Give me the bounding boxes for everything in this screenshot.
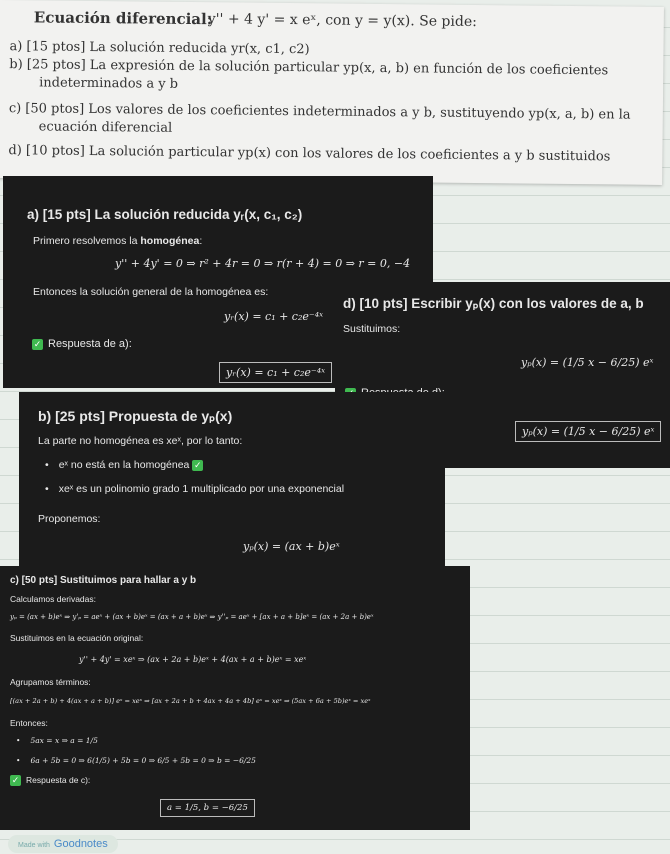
panel-b-heading: b) [25 pts] Propuesta de yₚ(x): [38, 408, 233, 424]
panel-c-bullet-2: • 6a + 5b = 0 ⇒ 6(1/5) + 5b = 0 ⇒ 6/5 + 5b = 0 ⇒ b = −6/25: [16, 756, 256, 765]
panel-c-group-eq: [(ax + 2a + b) + 4(ax + a + b)] eˣ = xeˣ ⇒ [ax + 2a + b + 4ax + 4a + 4b] eˣ = xeˣ ⇒ (5ax + 6a + 5b)eˣ = xeˣ: [10, 697, 371, 705]
brand-label: Goodnotes: [53, 838, 108, 850]
panel-d-answer-box: yₚ(x) = (1/5 x − 6/25) eˣ: [515, 421, 661, 442]
problem-title: Ecuación diferencial:: [33, 8, 213, 29]
panel-a-intro: Primero resolvemos la homogénea:: [33, 235, 203, 247]
panel-c-answer-box: a = 1/5, b = −6/25: [160, 799, 255, 817]
problem-item-d: d) [10 ptos] La solución particular yp(x) con los valores de los coeficientes a y b sustituidos: [8, 143, 611, 165]
panel-a-answer-box: yᵣ(x) = c₁ + c₂e⁻⁴ˣ: [219, 362, 332, 383]
check-icon: ✓: [33, 338, 42, 349]
panel-c-bullet-1: • 5ax = x ⇒ a = 1/5: [16, 736, 98, 745]
panel-b-propose: Proponemos:: [38, 513, 101, 525]
panel-c-deriv-label: Calculamos derivadas:: [10, 594, 96, 604]
problem-sheet: [0, 0, 664, 185]
panel-c-then-label: Entonces:: [10, 718, 48, 728]
characteristic-equation: y'' + 4y' = 0 ⇒ r² + 4r = 0 ⇒ r(r + 4) = 0 ⇒ r = 0, −4: [115, 257, 411, 270]
general-solution-text: Entonces la solución general de la homogénea es:: [33, 286, 269, 298]
answer-panel-c: [0, 566, 470, 830]
problem-item-c: c) [50 ptos] Los valores de los coeficientes indeterminados a y b, sustituyendo yp(x, a, b) en la: [8, 101, 631, 123]
general-solution-eq: yᵣ(x) = c₁ + c₂e⁻⁴ˣ: [224, 310, 324, 323]
panel-c-deriv-eq: yₚ = (ax + b)eˣ ⇒ y'ₚ = aeˣ + (ax + b)eˣ = (ax + a + b)eˣ ⇒ y''ₚ = aeˣ + [ax + a + b]eˣ = (ax + 2a + b)eˣ: [10, 613, 374, 621]
goodnotes-badge: [8, 835, 118, 853]
problem-item-b: b) [25 ptos] La expresión de la solución particular yp(x, a, b) en función de los coeficientes: [9, 57, 609, 79]
panel-a-answer-label: ✓ Respuesta de a):: [33, 338, 132, 350]
panel-c-subst-label: Sustituimos en la ecuación original:: [10, 633, 144, 643]
problem-item-c-cont: ecuación diferencial: [38, 119, 173, 136]
panel-d-eq: yₚ(x) = (1/5 x − 6/25) eˣ: [521, 356, 654, 369]
panel-b-bullet-1: • eˣ no está en la homogénea ✓: [45, 459, 208, 471]
answer-panel-b: [19, 392, 445, 572]
problem-item-a: a) [15 ptos] La solución reducida yr(x, c1, c2): [9, 39, 310, 58]
panel-c-answer-label: ✓ Respuesta de c):: [11, 775, 91, 786]
made-with-label: Made with: [18, 842, 50, 849]
panel-b-bullet-2: • xeˣ es un polinomio grado 1 multiplicado por una exponencial: [45, 483, 344, 495]
check-icon: ✓: [194, 459, 202, 470]
panel-b-text: La parte no homogénea es xeˣ, por lo tanto:: [38, 435, 243, 447]
panel-c-group-label: Agrupamos términos:: [10, 677, 91, 687]
panel-d-subst: Sustituimos:: [343, 323, 401, 335]
panel-d-heading: d) [10 pts] Escribir yₚ(x) con los valores de a, b: [343, 296, 644, 311]
problem-item-b-cont: indeterminados a y b: [39, 75, 179, 92]
panel-c-heading: c) [50 pts] Sustituimos para hallar a y b: [10, 575, 197, 586]
panel-a-heading: a) [15 pts] La solución reducida yᵣ(x, c₁, c₂): [27, 207, 303, 222]
panel-c-subst-eq: y'' + 4y' = xeˣ ⇒ (ax + 2a + b)eˣ + 4(ax + a + b)eˣ = xeˣ: [79, 655, 307, 664]
problem-equation: y'' + 4 y' = x eˣ, con y = y(x). Se pide:: [207, 11, 477, 30]
check-icon: ✓: [11, 775, 20, 786]
panel-b-eq: yₚ(x) = (ax + b)eˣ: [243, 540, 340, 553]
